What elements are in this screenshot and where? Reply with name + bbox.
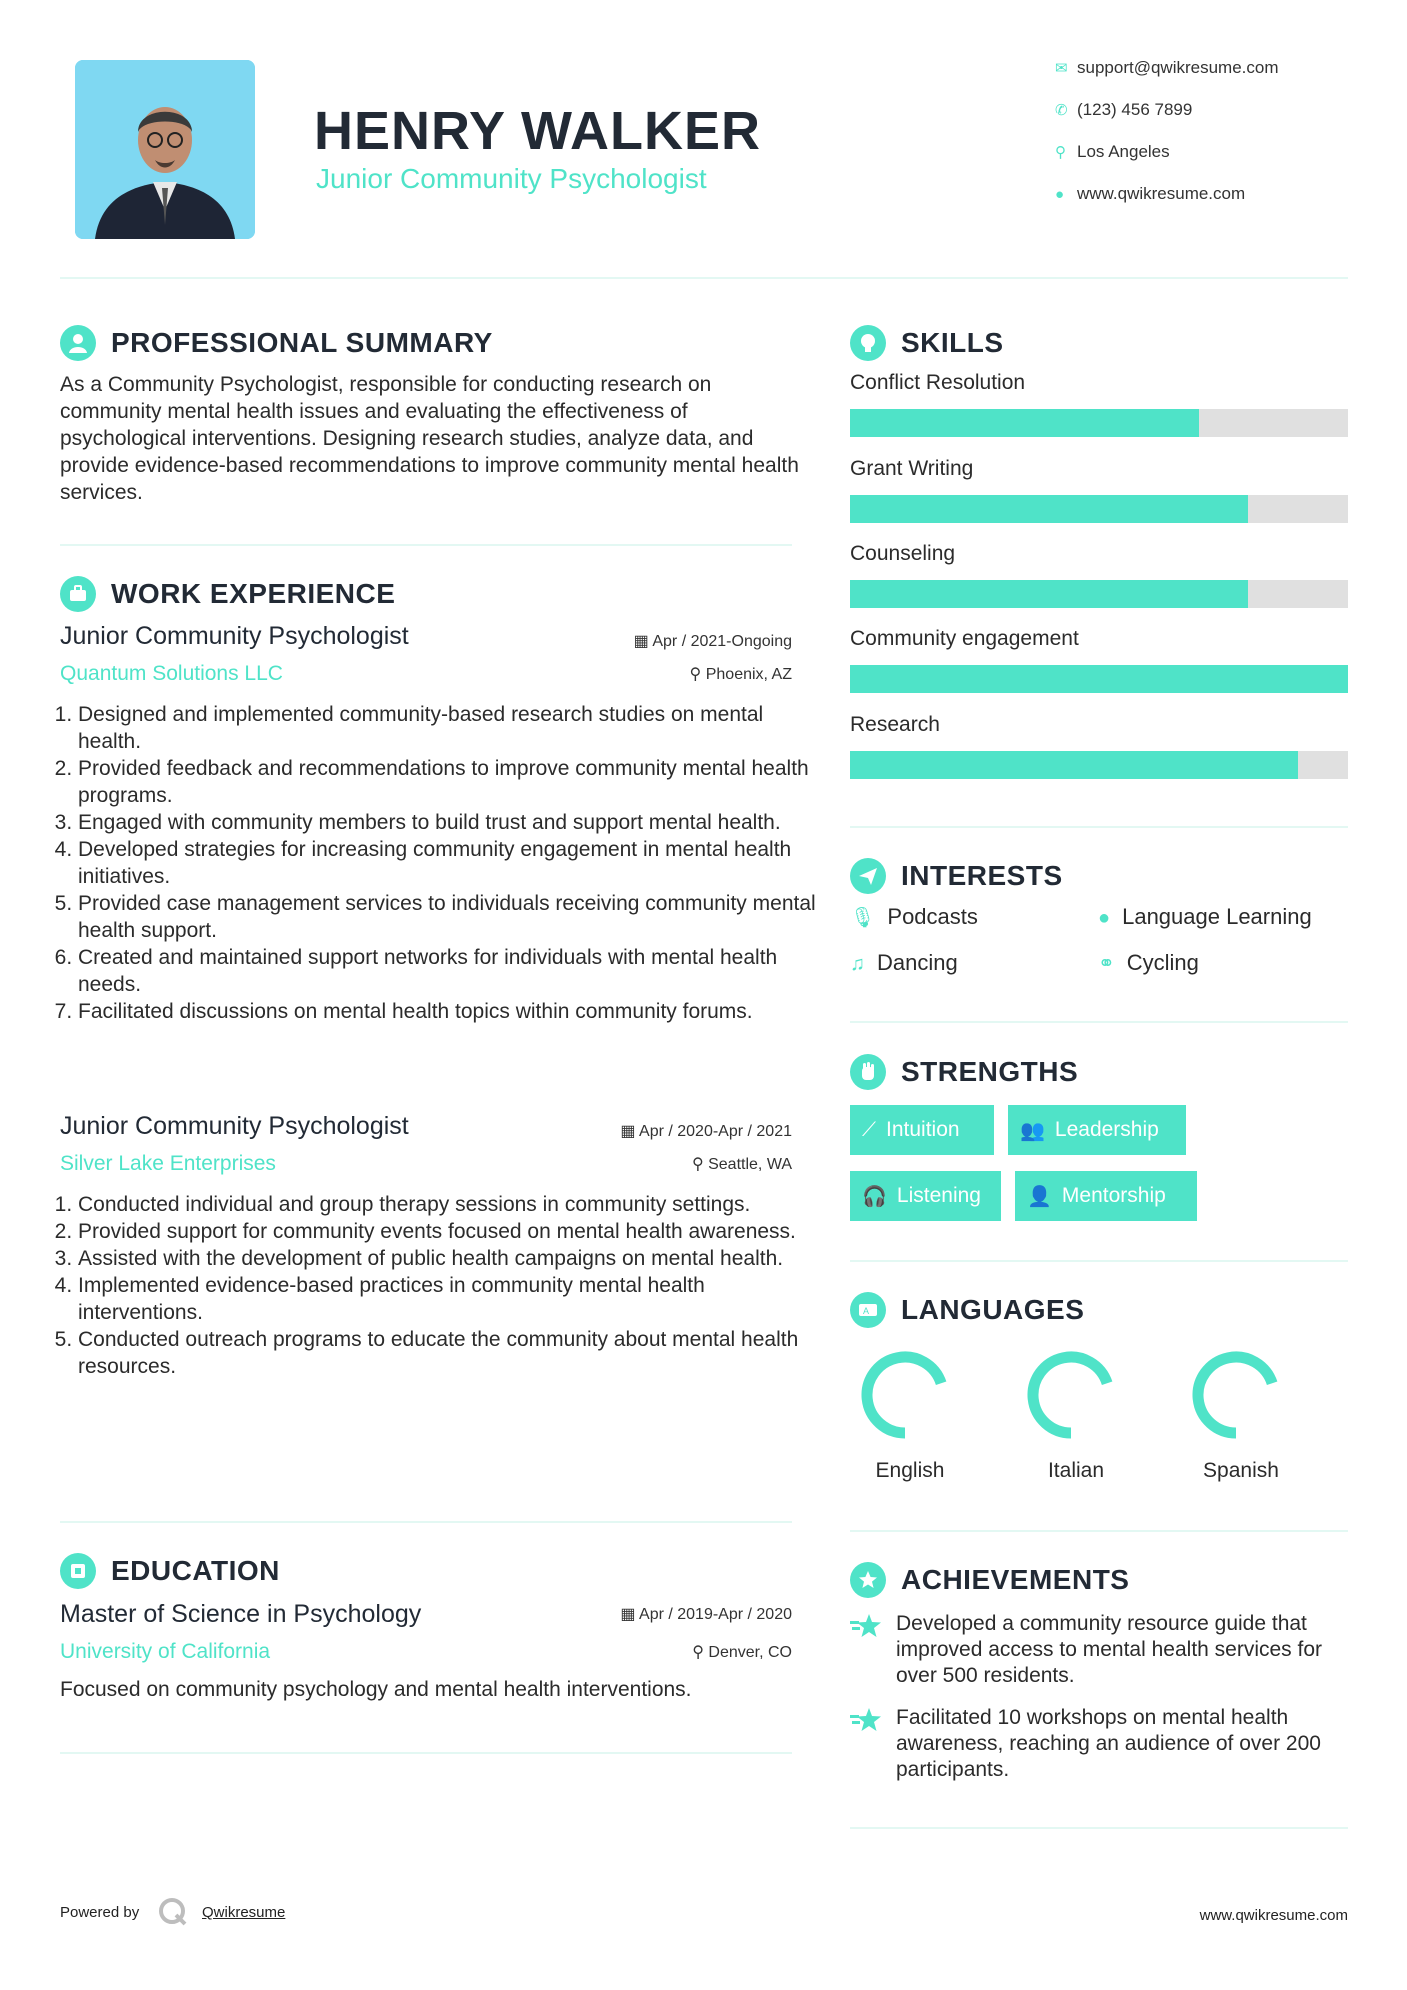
skill-bar-fill [850, 409, 1199, 437]
education-description: Focused on community psychology and mental health interventions. [60, 1678, 692, 1701]
footer-url[interactable]: www.qwikresume.com [1199, 1907, 1348, 1924]
job-duties-list [60, 1191, 818, 1380]
list-item: 7. Facilitated discussions on mental health topics within community forums. [78, 998, 818, 1025]
star-icon [850, 1706, 884, 1739]
skill-bar [850, 495, 1348, 523]
calendar-icon: ▦ [620, 1123, 640, 1140]
pin-icon: ⚲ [689, 666, 706, 683]
interest-item: ● Language Learning [1098, 904, 1312, 929]
contact-email[interactable]: ✉ support@qwikresume.com [1055, 58, 1279, 77]
pin-icon: ⚲ [692, 1644, 709, 1661]
job-company: Quantum Solutions LLC [60, 662, 283, 685]
language-icon [850, 1292, 886, 1328]
school-name: University of California [60, 1640, 271, 1663]
languages-divider [850, 1530, 1348, 1532]
interest-item: ♫ Dancing [850, 950, 958, 975]
job-location: ⚲ Phoenix, AZ [689, 666, 792, 683]
list-item: 5. Conducted outreach programs to educate the community about mental health resources. [78, 1326, 818, 1380]
job-dates: ▦ Apr / 2020-Apr / 2021 [620, 1123, 792, 1140]
achievements-divider [850, 1827, 1348, 1829]
user-plus-icon: 👤 [1027, 1185, 1052, 1208]
education-location: ⚲ Denver, CO [692, 1644, 792, 1661]
skill-label: Research [850, 713, 940, 736]
skill-label: Counseling [850, 542, 956, 565]
language-label: English [875, 1459, 945, 1482]
skills-divider [850, 826, 1348, 828]
bicycle-icon: ⚭ [1098, 953, 1115, 975]
briefcase-icon [60, 576, 96, 612]
skill-bar-fill [850, 580, 1248, 608]
skill-bar-fill [850, 665, 1348, 693]
strengths-heading: STRENGTHS [901, 1056, 1079, 1087]
contact-phone[interactable]: ✆ (123) 456 7899 [1055, 100, 1193, 119]
achievement-item: Developed a community resource guide that improved access to mental health services for over 500 residents. [896, 1612, 1323, 1687]
qwikresume-logo-icon [157, 1896, 189, 1933]
candidate-name: HENRY WALKER [314, 101, 762, 161]
music-note-icon: ♫ [850, 953, 865, 975]
phone-icon: ✆ [1055, 102, 1068, 119]
experience-heading: WORK EXPERIENCE [111, 578, 396, 609]
strengths-divider [850, 1260, 1348, 1262]
education-divider [60, 1752, 792, 1754]
contact-location: ⚲ Los Angeles [1055, 142, 1170, 161]
strength-chip: ⟋ Intuition [850, 1105, 994, 1155]
map-pin-icon: ⚲ [1055, 144, 1066, 161]
list-item: 1. Designed and implemented community-based research studies on mental health. [78, 701, 818, 755]
skill-bar-fill [850, 751, 1298, 779]
header-divider [60, 277, 1348, 279]
skill-bar [850, 751, 1348, 779]
skills-heading: SKILLS [901, 327, 1004, 358]
person-silhouette-icon [75, 60, 255, 239]
summary-heading: PROFESSIONAL SUMMARY [111, 327, 493, 358]
list-item: 3. Engaged with community members to build trust and support mental health. [78, 809, 818, 836]
language-ring-italian [1033, 1357, 1107, 1433]
magic-wand-icon: ⟋ [862, 1118, 876, 1141]
list-item: 3. Assisted with the development of public health campaigns on mental health. [78, 1245, 818, 1272]
job-location: ⚲ Seattle, WA [691, 1156, 792, 1173]
language-label: Italian [1047, 1459, 1105, 1482]
achievements-heading: ACHIEVEMENTS [901, 1564, 1130, 1595]
skill-bar [850, 580, 1348, 608]
pin-icon: ⚲ [691, 1156, 709, 1173]
profile-photo [75, 60, 255, 239]
strength-chip: 🎧 Listening [850, 1171, 1001, 1221]
summary-divider [60, 544, 792, 546]
lightbulb-icon [850, 325, 886, 361]
skill-label: Community engagement [850, 627, 1079, 650]
language-rings [850, 1340, 1348, 1450]
microphone-icon: 🎙 [850, 907, 876, 929]
skill-bar [850, 409, 1348, 437]
envelope-icon: ✉ [1055, 60, 1068, 77]
powered-by-label: Powered by [60, 1904, 140, 1921]
language-ring-spanish [1198, 1357, 1272, 1433]
education-heading: EDUCATION [111, 1555, 280, 1586]
education-dates: ▦ Apr / 2019-Apr / 2020 [620, 1606, 792, 1623]
globe-icon: ● [1098, 907, 1111, 929]
user-circle-icon [60, 325, 96, 361]
strength-chip: 👥 Leadership [1008, 1105, 1186, 1155]
list-item: 2. Provided support for community events focused on mental health awareness. [78, 1218, 818, 1245]
skill-bar-fill [850, 495, 1248, 523]
job-dates: ▦ Apr / 2021-Ongoing [633, 633, 792, 650]
list-item: 6. Created and maintained support networks for individuals with mental health needs. [78, 944, 818, 998]
job-title: Junior Community Psychologist [60, 622, 409, 650]
interests-divider [850, 1021, 1348, 1023]
summary-text: As a Community Psychologist, responsible for conducting research on community mental health issues and evaluating the effectiveness of psychological interventions. Designing research studies, analyze data, and provide evidence-based recommendations to improve community mental health services. [60, 373, 799, 504]
list-item: 4. Implemented evidence-based practices in community mental health interventions. [78, 1272, 818, 1326]
skill-label: Conflict Resolution [850, 371, 1026, 394]
star-badge-icon [850, 1562, 886, 1598]
star-icon [850, 1612, 884, 1645]
candidate-role: Junior Community Psychologist [316, 163, 707, 194]
skill-label: Grant Writing [850, 457, 974, 480]
degree-title: Master of Science in Psychology [60, 1600, 422, 1628]
language-label: Spanish [1203, 1459, 1279, 1482]
interests-heading: INTERESTS [901, 860, 1063, 891]
svg-text:A: A [863, 1306, 870, 1316]
languages-heading: LANGUAGES [901, 1294, 1085, 1325]
skill-bar [850, 665, 1348, 693]
calendar-icon: ▦ [633, 633, 653, 650]
interest-item: ⚭ Cycling [1098, 950, 1199, 975]
job-title: Junior Community Psychologist [60, 1112, 409, 1140]
contact-website[interactable]: ● www.qwikresume.com [1055, 184, 1246, 203]
job-duties-list [60, 701, 818, 1025]
list-item: 4. Developed strategies for increasing community engagement in mental health initiatives. [78, 836, 818, 890]
strength-chip: 👤 Mentorship [1015, 1171, 1197, 1221]
qwikresume-link[interactable]: Qwikresume [202, 1904, 286, 1921]
hand-icon [850, 1054, 886, 1090]
headphones-icon: 🎧 [862, 1185, 887, 1208]
achievement-item: Facilitated 10 workshops on mental health awareness, reaching an audience of over 200 participants. [896, 1706, 1321, 1781]
graduation-icon [60, 1553, 96, 1589]
users-icon: 👥 [1020, 1119, 1045, 1142]
list-item: 5. Provided case management services to individuals receiving community mental health support. [78, 890, 818, 944]
language-ring-english [867, 1357, 941, 1433]
list-item: 2. Provided feedback and recommendations to improve community mental health programs. [78, 755, 818, 809]
calendar-icon: ▦ [620, 1606, 640, 1623]
paper-plane-icon [850, 858, 886, 894]
list-item: 1. Conducted individual and group therapy sessions in community settings. [78, 1191, 818, 1218]
experience-divider [60, 1521, 792, 1523]
job-company: Silver Lake Enterprises [60, 1152, 276, 1175]
interest-item: 🎙 Podcasts [850, 904, 978, 929]
globe-icon: ● [1055, 186, 1065, 203]
